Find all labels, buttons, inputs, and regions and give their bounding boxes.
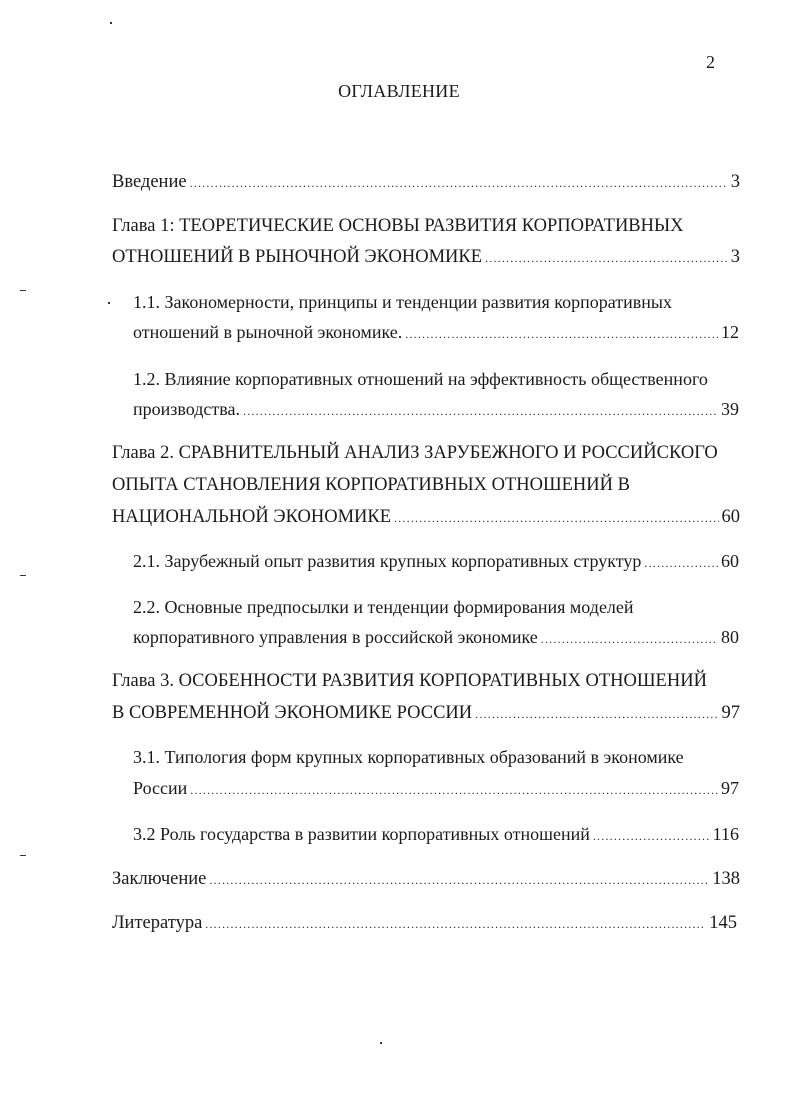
toc-page-number: 116 (712, 824, 739, 844)
toc-entry-label: Глава 1: ТЕОРЕТИЧЕСКИЕ ОСНОВЫ РАЗВИТИЯ КОРПОРАТИВНЫХ (112, 216, 684, 236)
toc-section-2-2-line-1 (133, 595, 634, 619)
toc-entry-label: ОТНОШЕНИЙ В РЫНОЧНОЙ ЭКОНОМИКЕ (112, 247, 483, 267)
leader-dots (475, 702, 718, 726)
toc-entry-label: НАЦИОНАЛЬНОЙ ЭКОНОМИКЕ (112, 507, 392, 527)
toc-section-1-2-line-2 (133, 397, 739, 423)
toc-page-number: 3 (730, 172, 740, 192)
page-title: ОГЛАВЛЕНИЕ (338, 81, 460, 101)
toc-page-number: 39 (721, 399, 739, 419)
toc-chapter-3-line-1 (112, 669, 707, 693)
toc-section-3-2 (133, 822, 739, 848)
toc-chapter-1-line-2 (112, 245, 740, 270)
toc-entry-label: отношений в рыночной экономике. (133, 322, 403, 342)
toc-page-number: 60 (721, 551, 739, 571)
leader-dots (541, 627, 718, 651)
scan-speck (20, 290, 26, 291)
toc-page-number: 145 (709, 913, 737, 933)
toc-entry-label: В СОВРЕМЕННОЙ ЭКОНОМИКЕ РОССИИ (112, 703, 473, 723)
toc-chapter-3-line-2 (112, 701, 740, 726)
toc-page-number: 97 (721, 703, 740, 723)
scan-speck (108, 302, 110, 304)
toc-chapter-2-line-3 (112, 505, 740, 530)
scan-speck (380, 1042, 382, 1044)
page-number: 2 (706, 52, 715, 72)
toc-page-number: 12 (721, 322, 739, 342)
toc-entry-label: Введение (112, 172, 187, 192)
toc-entry-label: Литература (112, 913, 203, 933)
toc-page-number: 80 (721, 627, 739, 647)
leader-dots (209, 868, 709, 892)
toc-page-number: 3 (730, 247, 740, 267)
toc-section-1-2-line-1 (133, 367, 708, 391)
toc-chapter-2-line-1 (112, 441, 718, 465)
scan-speck (110, 22, 112, 24)
toc-section-2-2-line-2 (133, 625, 739, 651)
leader-dots (394, 506, 718, 530)
leader-dots (190, 171, 728, 195)
toc-entry-literature (112, 911, 737, 936)
toc-section-3-1-line-1 (133, 745, 684, 769)
leader-dots (205, 912, 706, 936)
toc-entry-conclusion (112, 867, 740, 892)
toc-entry-label: Глава 2. СРАВНИТЕЛЬНЫЙ АНАЛИЗ ЗАРУБЕЖНОГО И РОССИЙСКОГО (112, 443, 718, 463)
toc-entry-label: 3.1. Типология форм крупных корпоративных образований в экономике (133, 747, 684, 767)
toc-entry-label: 1.2. Влияние корпоративных отношений на эффективность общественного (133, 369, 708, 389)
toc-entry-label: 3.2 Роль государства в развитии корпоративных отношений (133, 824, 590, 844)
toc-section-2-1 (133, 549, 739, 575)
toc-entry-intro (112, 170, 740, 195)
toc-section-3-1-line-2 (133, 776, 739, 802)
toc-entry-label: 1.1. Закономерности, принципы и тенденции развития корпоративных (133, 292, 672, 312)
leader-dots (405, 322, 718, 346)
toc-entry-label: ОПЫТА СТАНОВЛЕНИЯ КОРПОРАТИВНЫХ ОТНОШЕНИЙ В (112, 475, 630, 495)
leader-dots (593, 824, 710, 848)
scan-speck (20, 575, 26, 576)
toc-entry-label: Глава 3. ОСОБЕННОСТИ РАЗВИТИЯ КОРПОРАТИВНЫХ ОТНОШЕНИЙ (112, 671, 707, 691)
toc-entry-label: России (133, 778, 188, 798)
toc-page-number: 138 (712, 869, 740, 889)
leader-dots (243, 399, 718, 423)
toc-section-1-1-line-1 (133, 290, 672, 314)
leader-dots (485, 246, 728, 270)
scan-speck (20, 855, 26, 856)
toc-entry-label: Заключение (112, 869, 207, 889)
toc-page-number: 60 (721, 507, 740, 527)
toc-section-1-1-line-2 (133, 320, 739, 346)
leader-dots (190, 778, 718, 802)
toc-entry-label: 2.1. Зарубежный опыт развития крупных корпоративных структур (133, 551, 642, 571)
toc-chapter-2-line-2 (112, 473, 630, 497)
toc-page-number: 97 (721, 778, 739, 798)
toc-entry-label: производства. (133, 399, 240, 419)
toc-chapter-1-line-1 (112, 214, 684, 238)
toc-entry-label: 2.2. Основные предпосылки и тенденции формирования моделей (133, 597, 634, 617)
leader-dots (644, 551, 718, 575)
toc-entry-label: корпоративного управления в российской экономике (133, 627, 538, 647)
